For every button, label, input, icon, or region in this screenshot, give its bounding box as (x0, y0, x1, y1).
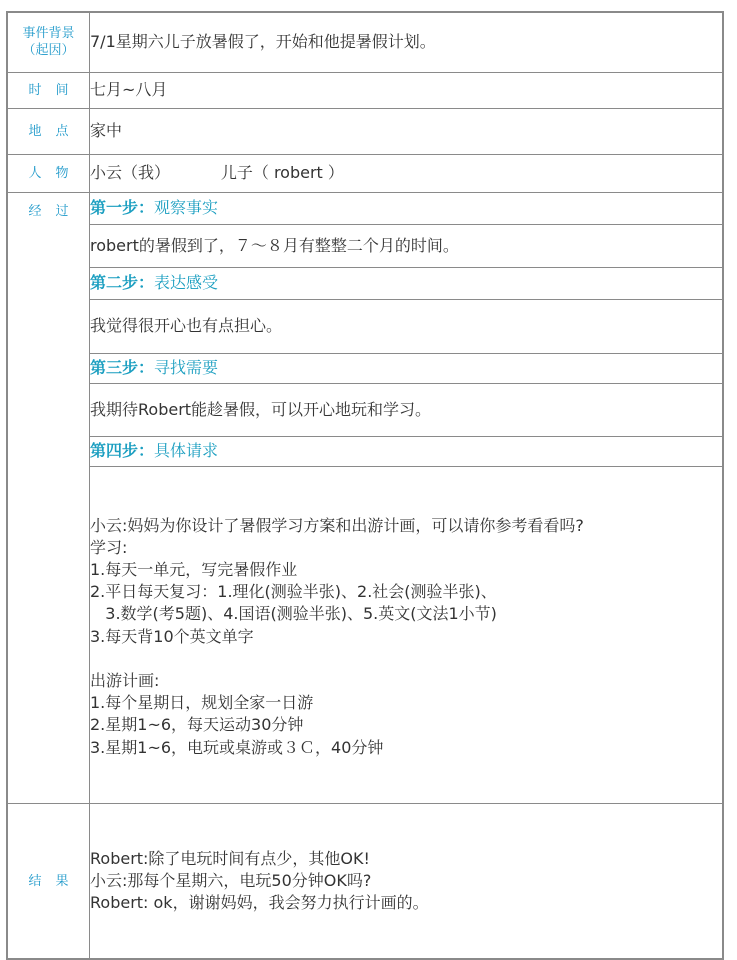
row-step2-text (7, 299, 723, 353)
row-result (7, 803, 723, 959)
label-background (7, 12, 90, 72)
step2-heading (90, 267, 724, 299)
label-people: 人物 (28, 165, 83, 181)
step2-text: 我觉得很开心也有点担心。 (90, 299, 724, 353)
row-step3-text (7, 383, 723, 436)
row-step4-title (7, 436, 723, 466)
step1-number: 第一步： (90, 198, 155, 217)
label-place: 地点 (28, 123, 83, 139)
step4-heading (90, 436, 724, 466)
row-place (7, 108, 723, 154)
row-step1-title (7, 192, 723, 224)
label-process: 经过 (28, 203, 83, 219)
row-step1-text (7, 224, 723, 267)
label-background-line2: （起因） (22, 43, 75, 59)
row-background (7, 12, 723, 72)
step1-title: 观察事实 (154, 198, 219, 217)
step4-number: 第四步： (90, 441, 155, 460)
step4-title: 具体请求 (154, 441, 219, 460)
value-result: Robert:除了电玩时间有点少，其他OK! 小云:那每个星期六，电玩50分钟OK吗? Robert: ok，谢谢妈妈，我会努力执行计画的。 (90, 848, 429, 913)
row-people (7, 154, 723, 192)
step1-text: robert的暑假到了，７～８月有整整二个月的时间。 (90, 224, 724, 267)
value-background: 7/1星期六儿子放暑假了，开始和他提暑假计划。 (90, 12, 724, 72)
value-place: 家中 (90, 108, 724, 154)
label-result: 结果 (28, 873, 83, 889)
step3-title: 寻找需要 (154, 358, 219, 377)
label-time: 时间 (28, 82, 83, 98)
row-step2-title (7, 267, 723, 299)
value-people: 小云（我） 儿子（ robert ） (90, 154, 724, 192)
step1-heading (90, 192, 724, 224)
step3-heading (90, 353, 724, 383)
step4-text: 小云:妈妈为你设计了暑假学习方案和出游计画，可以请你参考看看吗? 学习: 1.每天一单元，写完暑假作业 2.平日每天复习：1.理化(测验半张)、2.社会(测验半张)、 3.数学(考5题)、4.国语(测验半张)、5.英文(文法1小节) 3.每天背10个英文单字 出游计画: 1.每个星期日，规划全家一日游 2.星期1~6，每天运动30分钟 3.星期1~6，电玩或桌游或３Ｃ，40分钟 (90, 515, 584, 757)
step3-number: 第三步： (90, 358, 155, 377)
row-step3-title (7, 353, 723, 383)
step2-title: 表达感受 (154, 273, 219, 292)
event-record-table (6, 11, 724, 960)
value-time: 七月~八月 (90, 72, 724, 108)
row-time (7, 72, 723, 108)
label-background-line1: 事件背景 (22, 26, 75, 42)
step2-number: 第二步： (90, 273, 155, 292)
row-step4-text (7, 466, 723, 803)
step3-text: 我期待Robert能趁暑假，可以开心地玩和学习。 (90, 383, 724, 436)
